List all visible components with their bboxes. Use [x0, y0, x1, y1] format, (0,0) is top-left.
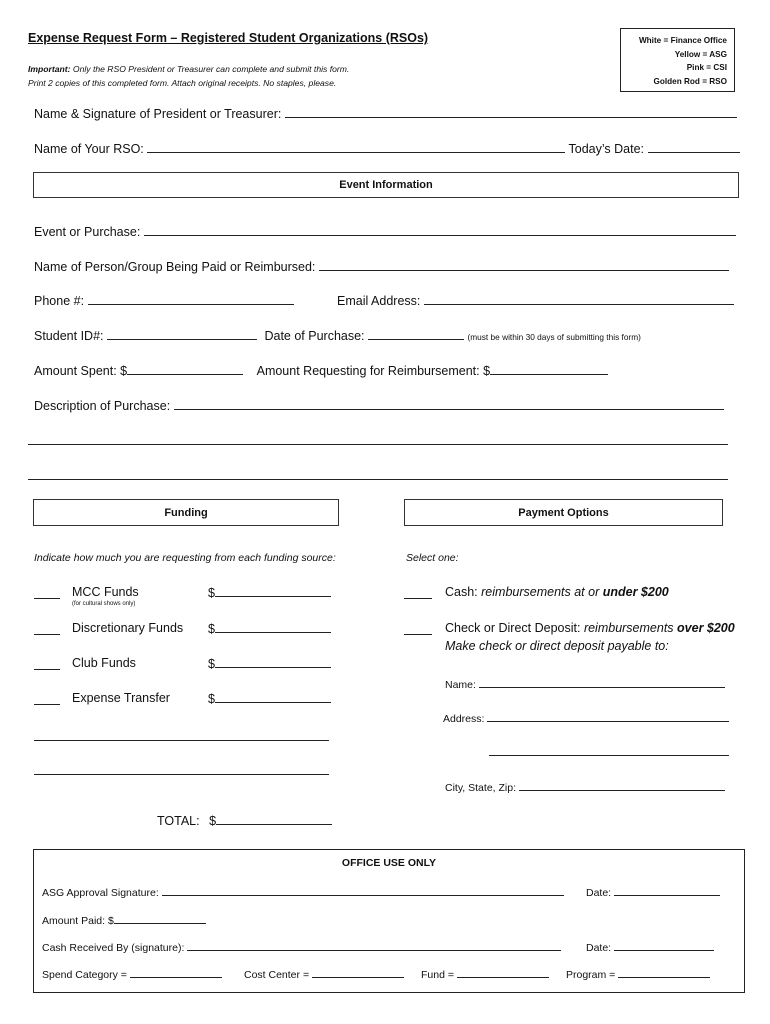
cash-received-date-field[interactable]: [614, 939, 714, 951]
payee-name-label: Name:: [445, 679, 476, 691]
important-text: Only the RSO President or Treasurer can complete and submit this form.: [70, 64, 350, 74]
date-of-purchase-label: Date of Purchase:: [264, 329, 365, 343]
todays-date-field[interactable]: [648, 141, 740, 153]
legend-goldenrod: Golden Rod = RSO: [653, 76, 727, 86]
amount-requesting-field[interactable]: [490, 363, 608, 375]
phone-field[interactable]: [88, 293, 294, 305]
description-label: Description of Purchase:: [34, 399, 171, 413]
legend-white: White = Finance Office: [638, 36, 727, 45]
check-note: reimbursements: [583, 621, 678, 635]
name-signature-row: [34, 106, 737, 121]
mcc-funds-note: (for cultural shows only): [72, 601, 136, 607]
funding-extra-line-1[interactable]: [34, 740, 329, 741]
payment-options-heading: Payment Options: [404, 499, 723, 526]
asg-signature-row: [42, 884, 564, 899]
email-field[interactable]: [424, 293, 734, 305]
payee-name-row: [445, 676, 725, 691]
address-label: Address:: [443, 713, 485, 725]
rso-name-field[interactable]: [147, 141, 565, 153]
amount-requesting-label: Amount Requesting for Reimbursement: $: [256, 364, 491, 378]
important-notice: [28, 62, 349, 90]
form-title: Expense Request Form – Registered Student Organizations (RSOs): [28, 31, 429, 45]
description-line-2[interactable]: [28, 444, 728, 445]
cost-center-row: [244, 966, 404, 981]
club-amount-row: [208, 656, 331, 671]
program-row: [566, 966, 710, 981]
amount-spent-field[interactable]: [127, 363, 243, 375]
spend-category-row: [42, 966, 222, 981]
payee-field[interactable]: [319, 259, 729, 271]
payee-name-field[interactable]: [479, 676, 725, 688]
cash-limit: under $200: [602, 585, 669, 599]
check-limit: over $200: [677, 621, 735, 635]
amount-paid-row: [42, 912, 206, 927]
event-purchase-label: Event or Purchase:: [34, 225, 141, 239]
event-purchase-field[interactable]: [144, 224, 736, 236]
email-label: Email Address:: [337, 294, 421, 308]
important-label: Important:: [28, 64, 71, 74]
legend-pink: Pink = CSI: [686, 63, 727, 72]
date-of-purchase-field[interactable]: [368, 328, 464, 340]
payment-instruction: Select one:: [406, 552, 459, 564]
payable-to-label: Make check or direct deposit payable to:: [445, 639, 669, 653]
city-state-zip-label: City, State, Zip:: [445, 782, 516, 794]
expense-transfer-amount-row: [208, 691, 331, 706]
dollar-sign: $: [208, 622, 215, 636]
club-funds-label: Club Funds: [72, 656, 136, 670]
program-field[interactable]: [618, 966, 710, 978]
discretionary-funds-label: Discretionary Funds: [72, 621, 184, 635]
phone-label: Phone #:: [34, 294, 85, 308]
rso-name-label: Name of Your RSO:: [34, 142, 144, 156]
student-id-label: Student ID#:: [34, 329, 104, 343]
date-note: (must be within 30 days of submitting this form): [467, 332, 641, 342]
amount-paid-field[interactable]: [114, 912, 206, 924]
funding-heading: Funding: [33, 499, 339, 526]
city-state-zip-field[interactable]: [519, 779, 725, 791]
fund-row: [421, 966, 549, 981]
fund-field[interactable]: [457, 966, 549, 978]
dollar-sign: $: [209, 814, 217, 828]
asg-date-row: [586, 884, 720, 899]
cash-option-check[interactable]: [404, 598, 432, 599]
check-option-check[interactable]: [404, 634, 432, 635]
rso-name-row: [34, 141, 740, 156]
address-line-2[interactable]: [489, 755, 729, 756]
discretionary-funds-check[interactable]: [34, 634, 60, 635]
discretionary-amount-row: [208, 621, 331, 636]
cash-option-label: [445, 585, 669, 599]
amount-spent-label: Amount Spent: $: [34, 364, 128, 378]
payee-label: Name of Person/Group Being Paid or Reimbursed:: [34, 260, 316, 274]
cash-note: reimbursements at or: [481, 585, 603, 599]
event-purchase-row: [34, 224, 736, 239]
fund-label: Fund =: [421, 969, 454, 981]
email-row: [337, 293, 734, 308]
total-field[interactable]: [216, 813, 332, 825]
check-label: Check or Direct Deposit:: [445, 621, 584, 635]
address-row: [443, 710, 729, 725]
city-state-zip-row: [445, 779, 725, 794]
todays-date-label: Today’s Date:: [568, 142, 645, 156]
mcc-amount-field[interactable]: [215, 585, 331, 597]
event-information-heading: Event Information: [33, 172, 739, 198]
dollar-sign: $: [208, 657, 215, 671]
amount-paid-label: Amount Paid: $: [42, 915, 114, 927]
mcc-funds-check[interactable]: [34, 598, 60, 599]
program-label: Program =: [566, 969, 616, 981]
club-amount-field[interactable]: [215, 656, 331, 668]
mcc-amount-row: [208, 585, 331, 600]
description-line-3[interactable]: [28, 479, 728, 480]
total-label: TOTAL:: [157, 814, 200, 828]
legend-yellow: Yellow = ASG: [674, 49, 727, 59]
spend-category-field[interactable]: [130, 966, 222, 978]
asg-signature-field[interactable]: [162, 884, 564, 896]
dollar-sign: $: [208, 692, 215, 706]
spend-category-label: Spend Category =: [42, 969, 127, 981]
mcc-funds-label: MCC Funds: [72, 585, 139, 599]
cost-center-field[interactable]: [312, 966, 404, 978]
check-option-label: [445, 621, 735, 635]
cost-center-label: Cost Center =: [244, 969, 310, 981]
discretionary-amount-field[interactable]: [215, 621, 331, 633]
cash-received-date-row: [586, 939, 714, 954]
cash-received-field[interactable]: [187, 939, 561, 951]
cash-received-row: [42, 939, 561, 954]
asg-signature-label: ASG Approval Signature:: [42, 887, 159, 899]
payee-row: [34, 259, 729, 274]
student-id-field[interactable]: [107, 328, 257, 340]
amount-row: [34, 363, 608, 378]
expense-transfer-check[interactable]: [34, 704, 60, 705]
expense-transfer-amount-field[interactable]: [215, 691, 331, 703]
dollar-sign: $: [208, 586, 215, 600]
asg-date-field[interactable]: [614, 884, 720, 896]
funding-extra-line-2[interactable]: [34, 774, 329, 775]
funding-instruction: Indicate how much you are requesting from each funding source:: [34, 552, 336, 564]
cash-received-date-label: Date:: [586, 942, 612, 954]
cash-received-label: Cash Received By (signature):: [42, 942, 185, 954]
student-id-row: [34, 328, 641, 343]
copy-color-legend: [620, 28, 735, 92]
address-field[interactable]: [487, 710, 729, 722]
total-row: [157, 813, 332, 828]
description-row: [34, 398, 724, 413]
phone-row: [34, 293, 294, 308]
name-signature-label: Name & Signature of President or Treasurer:: [34, 107, 282, 121]
expense-transfer-label: Expense Transfer: [72, 691, 170, 705]
asg-date-label: Date:: [586, 887, 612, 899]
print-instructions: Print 2 copies of this completed form. Attach original receipts. No staples, please.: [28, 78, 337, 88]
office-use-heading: OFFICE USE ONLY: [341, 857, 437, 869]
club-funds-check[interactable]: [34, 669, 60, 670]
description-field[interactable]: [174, 398, 724, 410]
cash-label: Cash:: [445, 585, 482, 599]
name-signature-field[interactable]: [285, 106, 737, 118]
